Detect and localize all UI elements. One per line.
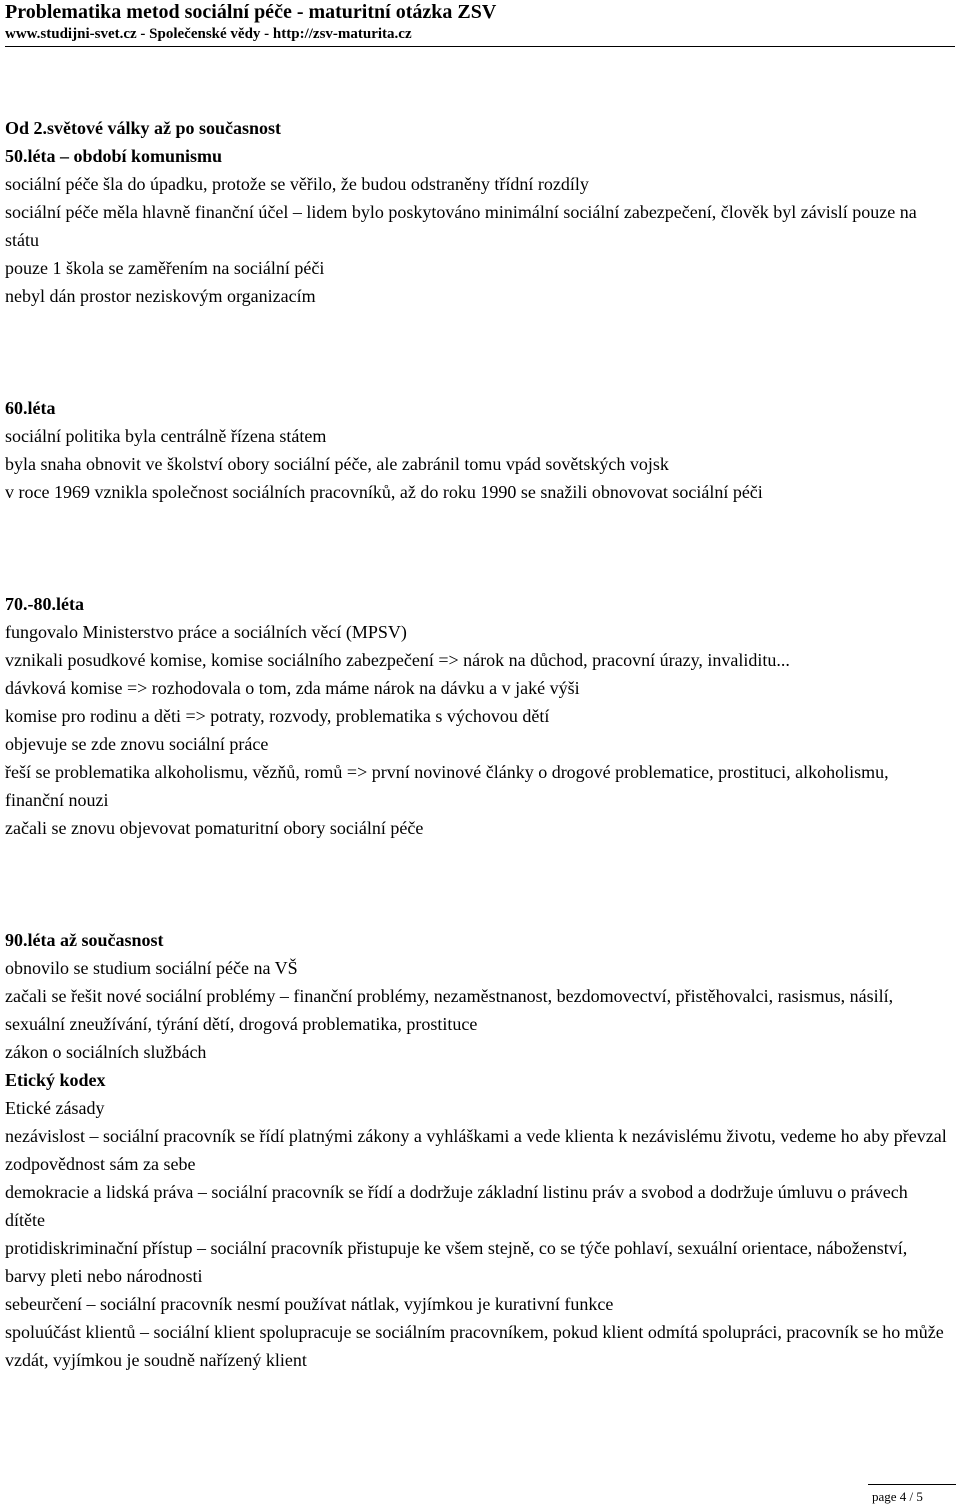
ethics-principle: protidiskriminační přístup – sociální pracovník přistupuje ke všem stejně, co se týče pohlaví, sexuální orientace, náboženství, barvy pleti nebo národnosti xyxy=(5,1238,908,1286)
header-divider xyxy=(5,46,955,47)
paragraph-line: obnovilo se studium sociální péče na VŠ xyxy=(5,958,298,978)
paragraph-line: komise pro rodinu a děti => potraty, rozvody, problematika s výchovou dětí xyxy=(5,706,550,726)
ethics-principle: nezávislost – sociální pracovník se řídí platnými zákony a vyhláškami a vede klienta k nezávislému životu, vedeme ho aby převzal zodpovědnost sám za sebe xyxy=(5,1126,947,1174)
section-heading-70s-80s: 70.-80.léta xyxy=(5,594,84,614)
paragraph-line: pouze 1 škola se zaměřením na sociální péči xyxy=(5,258,325,278)
page-number: page 4 / 5 xyxy=(872,1489,923,1504)
paragraph-line: fungovalo Ministerstvo práce a sociálních věcí (MPSV) xyxy=(5,622,407,642)
section-heading-postwar: Od 2.světové války až po současnost xyxy=(5,118,282,138)
document-title: Problematika metod sociální péče - maturitní otázka ZSV xyxy=(5,1,497,23)
paragraph-line: nebyl dán prostor neziskovým organizacím xyxy=(5,286,316,306)
ethics-subheading: Etické zásady xyxy=(5,1098,105,1118)
spacer xyxy=(5,842,950,926)
paragraph-line: v roce 1969 vznikla společnost sociálních pracovníků, až do roku 1990 se snažili obnovovat sociální péči xyxy=(5,482,763,502)
section-heading-50s: 50.léta – období komunismu xyxy=(5,146,223,166)
ethics-principle: sebeurčení – sociální pracovník nesmí používat nátlak, vyjímkou je kurativní funkce xyxy=(5,1294,614,1314)
section-heading-90s: 90.léta až současnost xyxy=(5,930,164,950)
paragraph-line: byla snaha obnovit ve školství obory sociální péče, ale zabránil tomu vpád sovětských vojsk xyxy=(5,454,669,474)
paragraph-line: začali se znovu objevovat pomaturitní obory sociální péče xyxy=(5,818,424,838)
document-body xyxy=(5,114,950,1374)
spacer xyxy=(5,506,950,590)
paragraph-line: začali se řešit nové sociální problémy – finanční problémy, nezaměstnanost, bezdomovectví, přistěhovalci, rasismus, násilí, sexuální zneužívání, týrání dětí, drogová problematika, prostituce xyxy=(5,986,894,1034)
paragraph-line: vznikali posudkové komise, komise sociálního zabezpečení => nárok na důchod, pracovní úrazy, invaliditu... xyxy=(5,650,790,670)
spacer xyxy=(5,310,950,394)
paragraph-line: sociální péče měla hlavně finanční účel – lidem bylo poskytováno minimální sociální zabezpečení, člověk byl závislí pouze na státu xyxy=(5,202,917,250)
ethics-principle: spoluúčást klientů – sociální klient spolupracuje se sociálním pracovníkem, pokud klient odmítá spolupráci, pracovník se ho může vzdát, vyjímkou je soudně nařízený klient xyxy=(5,1322,944,1370)
ethics-heading: Etický kodex xyxy=(5,1070,106,1090)
paragraph-line: dávková komise => rozhodovala o tom, zda máme nárok na dávku a v jaké výši xyxy=(5,678,580,698)
footer-divider xyxy=(868,1484,956,1485)
ethics-principle: demokracie a lidská práva – sociální pracovník se řídí a dodržuje základní listinu práv a svobod a dodržuje úmluvu o právech dítěte xyxy=(5,1182,908,1230)
paragraph-line: sociální politika byla centrálně řízena státem xyxy=(5,426,327,446)
source-line: www.studijni-svet.cz - Společenské vědy - http://zsv-maturita.cz xyxy=(5,26,412,42)
paragraph-line: zákon o sociálních službách xyxy=(5,1042,207,1062)
page-header xyxy=(5,0,955,44)
paragraph-line: objevuje se zde znovu sociální práce xyxy=(5,734,269,754)
section-heading-60s: 60.léta xyxy=(5,398,56,418)
paragraph-line: sociální péče šla do úpadku, protože se věřilo, že budou odstraněny třídní rozdíly xyxy=(5,174,589,194)
paragraph-line: řeší se problematika alkoholismu, vězňů, romů => první novinové články o drogové problematice, prostituci, alkoholismu, finanční nouzi xyxy=(5,762,889,810)
